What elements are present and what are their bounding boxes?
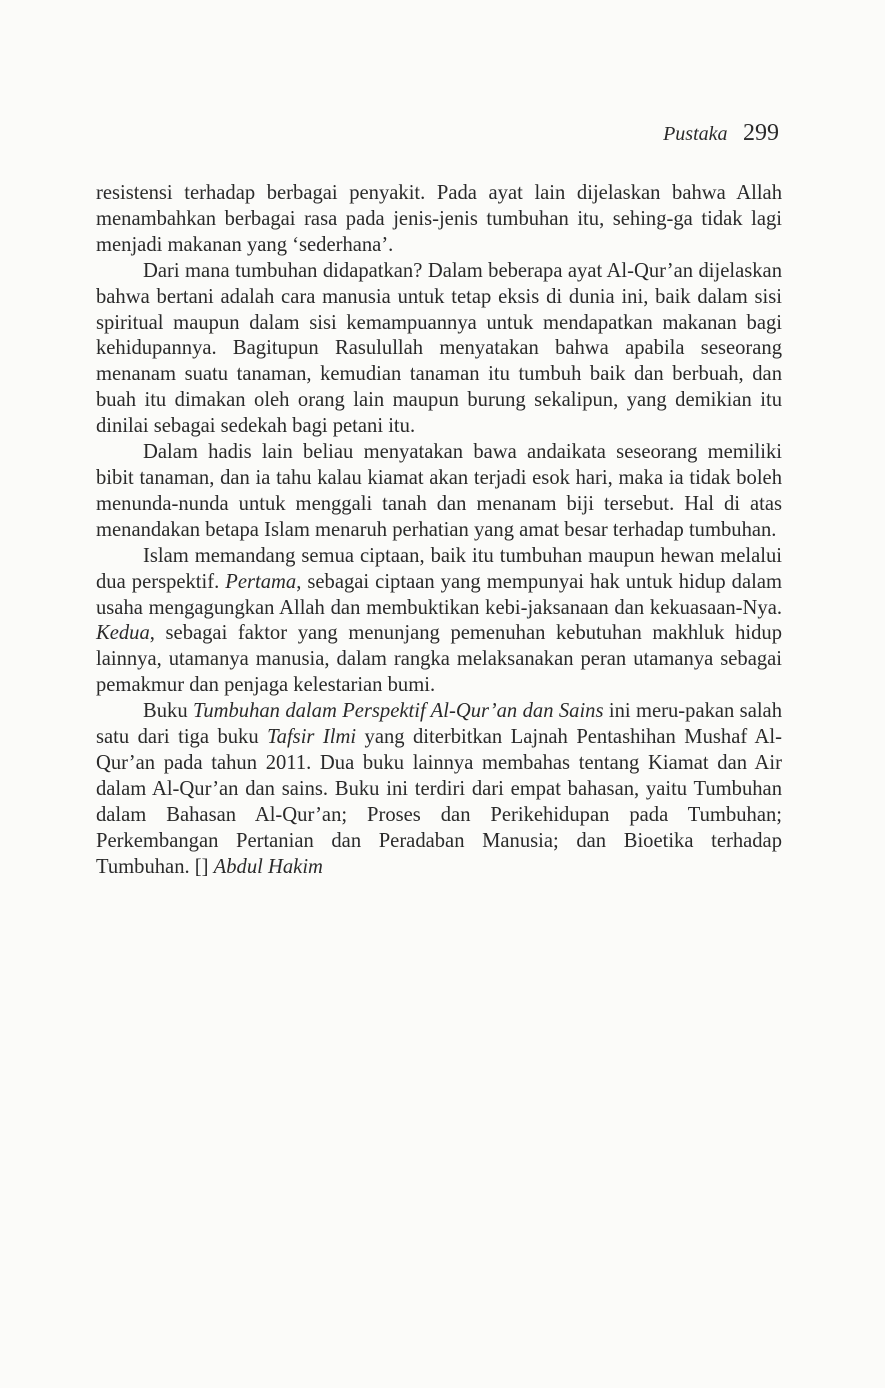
paragraph-5 xyxy=(96,699,782,880)
paragraph-text: yang diterbitkan Lajnah Pentashihan Mushaf Al-Qur’an pada tahun 2011. Dua buku lainnya membahas tentang Kiamat dan Air dalam Al-Qur’an dan sains. Buku ini terdiri dari empat bahasan, yaitu Tumbuhan dalam Bahasan Al-Qur’an; Proses dan Perikehidupan pada Tumbuhan; Perkembangan Pertanian dan Peradaban Manusia; dan Bioetika terhadap Tumbuhan. [] xyxy=(96,726,782,878)
paragraph-text: , sebagai ciptaan yang mempunyai hak untuk hidup dalam usaha mengagungkan Allah dan membuktikan kebi-jaksanaan dan kekuasaan-Nya. xyxy=(96,570,782,619)
paragraph-1 xyxy=(96,181,782,259)
paragraph-text: Buku xyxy=(143,700,193,723)
emphasis-pertama: Pertama xyxy=(225,570,297,593)
paragraph-3 xyxy=(96,440,782,544)
paragraph-text: resistensi terhadap berbagai penyakit. Pada ayat lain dijelaskan bahwa Allah menambahkan berbagai rasa pada jenis-jenis tumbuhan itu, sehing-ga tidak lagi menjadi makanan yang ‘sederhana’. xyxy=(96,182,782,256)
book-title: Tumbuhan dalam Perspektif Al-Qur’an dan Sains xyxy=(193,700,604,723)
page-number: 299 xyxy=(743,120,779,146)
paragraph-text: , sebagai faktor yang menunjang pemenuhan kebutuhan makhluk hidup lainnya, utamanya manusia, dalam rangka melaksanakan peran utamanya sebagai pemakmur dan penjaga kelestarian bumi. xyxy=(96,622,782,697)
series-title: Tafsir Ilmi xyxy=(267,726,357,749)
author-name: Abdul Hakim xyxy=(213,855,323,878)
paragraph-text: Dari mana tumbuhan didapatkan? Dalam beberapa ayat Al-Qur’an dijelaskan bahwa bertani adalah cara manusia untuk tetap eksis di dunia ini, baik dalam sisi spiritual maupun dalam sisi kemampuannya untuk mendapatkan makanan bagi kehidupannya. Bagitupun Rasulullah menyatakan bahwa apabila seseorang menanam suatu tanaman, kemudian tanaman itu tumbuh baik dan berbuah, dan buah itu dimakan oleh orang lain maupun burung sekalipun, yang demikian itu dinilai sebagai sedekah bagi petani itu. xyxy=(96,259,782,438)
paragraph-text: ini meru-pakan salah satu dari tiga buku xyxy=(96,700,782,749)
paragraph-2 xyxy=(96,259,782,440)
emphasis-kedua: Kedua xyxy=(96,622,150,645)
running-head xyxy=(663,118,779,149)
paragraph-text: Islam memandang semua ciptaan, baik itu tumbuhan maupun hewan melalui dua perspektif. xyxy=(96,544,782,593)
section-title: Pustaka xyxy=(663,123,728,145)
body-text xyxy=(96,181,782,880)
paragraph-text: Dalam hadis lain beliau menyatakan bawa andaikata seseorang memiliki bibit tanaman, dan ia tahu kalau kiamat akan terjadi esok hari, maka ia tidak boleh menunda-nunda untuk menggali tanah dan menanam biji tersebut. Hal di atas menandakan betapa Islam menaruh perhatian yang amat besar terhadap tumbuhan. xyxy=(96,441,782,541)
paragraph-4 xyxy=(96,544,782,699)
